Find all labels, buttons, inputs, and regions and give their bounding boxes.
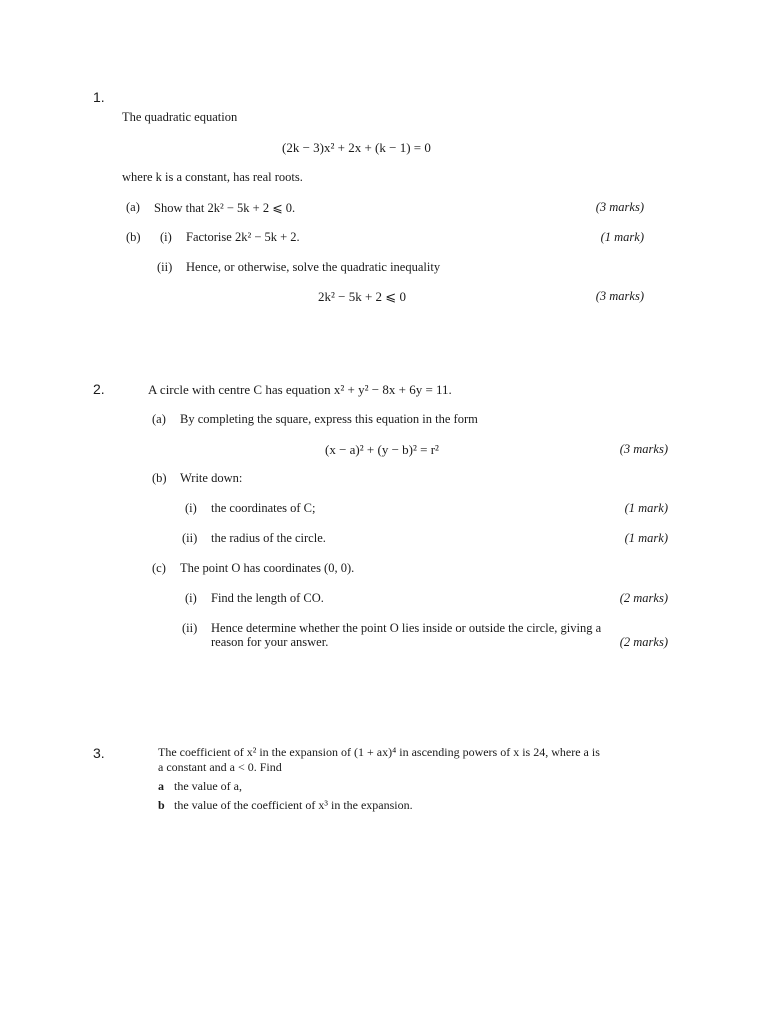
subpart-label: (ii) — [182, 621, 198, 635]
question-text: a constant and a < 0. Find — [158, 760, 282, 774]
marks: (3 marks) — [595, 200, 644, 214]
subpart-label: (ii) — [157, 260, 173, 274]
equation: (2k − 3)x² + 2x + (k − 1) = 0 — [282, 140, 431, 155]
part-text: Write down: — [180, 471, 243, 485]
subpart-text: Hence, or otherwise, solve the quadratic inequality — [186, 260, 441, 274]
part-text: the value of the coefficient of x³ in the expansion. — [174, 798, 413, 812]
question-text: where k is a constant, has real roots. — [122, 170, 303, 184]
part-label: (a) — [152, 412, 166, 426]
part-text: By completing the square, express this equation in the form — [180, 412, 478, 426]
marks: (2 marks) — [619, 591, 668, 605]
question-text: The quadratic equation — [122, 110, 238, 124]
subpart-text: reason for your answer. — [211, 635, 329, 649]
part-text: the value of a, — [174, 779, 242, 793]
question-text: The coefficient of x² in the expansion of (1 + ax)⁴ in ascending powers of x is 24, where a is — [158, 745, 600, 759]
equation: 2k² − 5k + 2 ⩽ 0 — [318, 289, 406, 304]
marks: (2 marks) — [619, 635, 668, 649]
part-label: (c) — [152, 561, 166, 575]
subpart-text: Factorise 2k² − 5k + 2. — [186, 230, 300, 244]
subpart-label: (i) — [160, 230, 172, 244]
part-label: (a) — [126, 200, 140, 214]
marks: (1 mark) — [600, 230, 644, 244]
part-label: a — [158, 779, 164, 793]
part-text: The point O has coordinates (0, 0). — [180, 561, 355, 575]
marks: (1 mark) — [624, 501, 668, 515]
marks: (1 mark) — [624, 531, 668, 545]
part-label: (b) — [126, 230, 141, 244]
marks: (3 marks) — [595, 289, 644, 303]
subpart-text: the radius of the circle. — [211, 531, 326, 545]
subpart-text: the coordinates of C; — [211, 501, 316, 515]
marks: (3 marks) — [619, 442, 668, 456]
equation: (x − a)² + (y − b)² = r² — [325, 442, 439, 457]
question-text: A circle with centre C has equation x² + y² − 8x + 6y = 11. — [148, 382, 452, 397]
subpart-text: Find the length of CO. — [211, 591, 324, 605]
subpart-label: (i) — [185, 501, 197, 515]
part-label: (b) — [152, 471, 167, 485]
question-number: 3. — [93, 745, 105, 761]
part-text: Show that 2k² − 5k + 2 ⩽ 0. — [154, 201, 296, 215]
subpart-text: Hence determine whether the point O lies inside or outside the circle, giving a — [211, 621, 602, 635]
question-number: 1. — [93, 89, 105, 105]
subpart-label: (ii) — [182, 531, 198, 545]
subpart-label: (i) — [185, 591, 197, 605]
question-number: 2. — [93, 381, 105, 397]
part-label: b — [158, 798, 165, 812]
